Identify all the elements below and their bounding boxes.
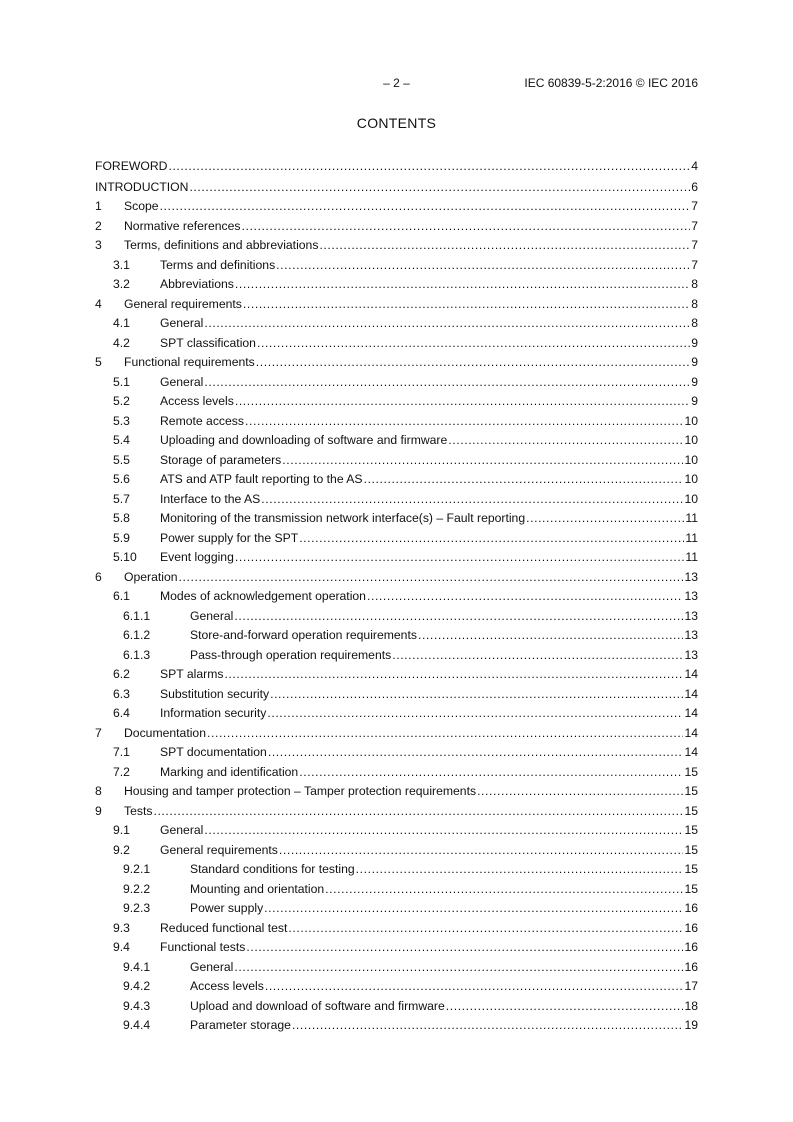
toc-dot-leader bbox=[264, 899, 683, 919]
page-number: – 2 – bbox=[383, 76, 410, 90]
toc-dot-leader bbox=[235, 548, 684, 568]
toc-dot-leader bbox=[234, 958, 683, 978]
toc-entry-number: 3.2 bbox=[113, 277, 130, 291]
toc-entry-page: 11 bbox=[685, 550, 698, 564]
toc-entry-number: 2 bbox=[95, 218, 102, 233]
toc-entry-page: 15 bbox=[684, 764, 698, 779]
toc-entry-number: 5.3 bbox=[113, 413, 130, 428]
toc-dot-leader bbox=[204, 821, 683, 841]
toc-dot-leader bbox=[235, 392, 690, 412]
toc-dot-leader bbox=[288, 919, 683, 939]
toc-entry-page: 11 bbox=[685, 511, 698, 525]
toc-entry-number: 5.2 bbox=[113, 394, 130, 408]
toc-dot-leader bbox=[446, 997, 684, 1017]
toc-entry-page: 8 bbox=[691, 277, 698, 291]
toc-entry-page: 15 bbox=[684, 823, 698, 837]
toc-dot-leader bbox=[367, 587, 683, 607]
toc-entry-title: Substitution security bbox=[160, 686, 270, 701]
toc-dot-leader bbox=[477, 782, 683, 802]
toc-entry-number: 5.7 bbox=[113, 491, 130, 506]
toc-entry-title: SPT classification bbox=[160, 335, 256, 350]
toc-dot-leader bbox=[418, 626, 683, 646]
toc-dot-leader bbox=[526, 509, 684, 529]
toc-dot-leader bbox=[256, 353, 690, 373]
toc-entry-title: Reduced functional test bbox=[160, 920, 288, 935]
toc-entry[interactable] bbox=[95, 938, 698, 958]
toc-dot-leader bbox=[261, 490, 683, 510]
toc-entry-page: 15 bbox=[684, 803, 698, 818]
toc-entry-title: Uploading and downloading of software and firmware bbox=[160, 433, 448, 447]
toc-dot-leader bbox=[282, 451, 683, 471]
toc-entry-title: Event logging bbox=[160, 550, 234, 564]
toc-entry-number: 8 bbox=[95, 784, 102, 798]
toc-entry-title: General bbox=[160, 374, 204, 389]
toc-entry-title: Housing and tamper protection – Tamper protection requirements bbox=[124, 784, 477, 798]
toc-dot-leader bbox=[153, 802, 683, 822]
toc-dot-leader bbox=[299, 763, 683, 783]
toc-entry-title: General bbox=[190, 608, 234, 623]
toc-entry[interactable] bbox=[95, 977, 698, 997]
toc-dot-leader bbox=[207, 724, 683, 744]
toc-entry-page: 10 bbox=[684, 452, 698, 467]
toc-entry-number: 9.2 bbox=[113, 842, 130, 857]
toc-entry[interactable] bbox=[95, 256, 698, 276]
toc-entry-number: 9.2.2 bbox=[123, 881, 151, 896]
toc-entry[interactable] bbox=[95, 529, 698, 549]
toc-entry-title: Access levels bbox=[160, 394, 234, 408]
toc-entry[interactable] bbox=[95, 568, 698, 588]
toc-entry-title: Information security bbox=[160, 706, 267, 720]
toc-entry-page: 6 bbox=[691, 179, 698, 194]
toc-entry-title: Scope bbox=[124, 199, 159, 213]
toc-entry-number: 4.1 bbox=[113, 316, 130, 330]
toc-entry-number: 7 bbox=[95, 725, 102, 740]
toc-entry[interactable] bbox=[95, 156, 698, 177]
toc-entry-number: 7.1 bbox=[113, 745, 130, 759]
toc-entry[interactable] bbox=[95, 743, 698, 763]
toc-entry-number: 9.4.1 bbox=[123, 959, 151, 974]
toc-entry-page: 9 bbox=[691, 335, 698, 350]
toc-entry[interactable] bbox=[95, 626, 698, 646]
toc-entry[interactable] bbox=[95, 177, 698, 198]
toc-entry-page: 7 bbox=[691, 199, 698, 213]
toc-dot-leader bbox=[268, 743, 684, 763]
toc-dot-leader bbox=[224, 665, 683, 685]
toc-entry[interactable] bbox=[95, 665, 698, 685]
toc-entry-title: General bbox=[160, 316, 204, 330]
toc-entry[interactable] bbox=[95, 782, 698, 802]
toc-entry[interactable] bbox=[95, 919, 698, 939]
toc-entry[interactable] bbox=[95, 451, 698, 471]
toc-entry-page: 16 bbox=[684, 920, 698, 935]
toc-entry-number: 5.8 bbox=[113, 511, 130, 525]
toc-entry-title: General requirements bbox=[160, 842, 278, 857]
toc-entry-title: Standard conditions for testing bbox=[190, 862, 355, 876]
toc-entry-title: Functional tests bbox=[160, 940, 246, 954]
toc-entry-page: 7 bbox=[691, 238, 698, 252]
toc-entry-title: SPT documentation bbox=[160, 745, 267, 759]
toc-entry-title: Store-and-forward operation requirements bbox=[190, 628, 417, 642]
toc-entry[interactable] bbox=[95, 763, 698, 783]
toc-dot-leader bbox=[267, 704, 683, 724]
toc-dot-leader bbox=[189, 177, 690, 198]
toc-entry-number: 9.3 bbox=[113, 920, 130, 935]
toc-entry[interactable] bbox=[95, 314, 698, 334]
toc-entry[interactable] bbox=[95, 373, 698, 393]
toc-entry[interactable] bbox=[95, 197, 698, 217]
toc-entry-number: 9.1 bbox=[113, 823, 130, 837]
toc-entry-title: Marking and identification bbox=[160, 764, 299, 779]
toc-dot-leader bbox=[246, 938, 683, 958]
toc-entry-title: Functional requirements bbox=[124, 355, 255, 369]
toc-entry-title: ATS and ATP fault reporting to the AS bbox=[160, 472, 363, 486]
toc-entry[interactable] bbox=[95, 958, 698, 978]
toc-entry[interactable] bbox=[95, 353, 698, 373]
toc-entry[interactable] bbox=[95, 217, 698, 237]
toc-entry-title: Documentation bbox=[124, 725, 206, 740]
toc-entry-number: 9 bbox=[95, 803, 102, 818]
toc-dot-leader bbox=[234, 607, 683, 627]
toc-entry-page: 10 bbox=[684, 472, 698, 486]
toc-entry[interactable] bbox=[95, 587, 698, 607]
toc-entry-page: 13 bbox=[684, 647, 698, 662]
toc-entry-number: 3.1 bbox=[113, 257, 130, 272]
toc-entry-number: 5.4 bbox=[113, 433, 130, 447]
toc-dot-leader bbox=[265, 977, 684, 997]
toc-entry-number: 9.2.1 bbox=[123, 862, 151, 876]
toc-entry-page: 14 bbox=[684, 686, 698, 701]
toc-entry-title: Power supply for the SPT bbox=[160, 530, 299, 545]
toc-entry-title: Storage of parameters bbox=[160, 452, 282, 467]
toc-entry-title: Tests bbox=[124, 803, 153, 818]
toc-entry-page: 14 bbox=[684, 725, 698, 740]
toc-entry[interactable] bbox=[95, 470, 698, 490]
page-header bbox=[95, 76, 698, 92]
toc-entry-title: General requirements bbox=[124, 296, 242, 311]
toc-dot-leader bbox=[235, 275, 690, 295]
toc-entry-page: 7 bbox=[691, 218, 698, 233]
toc-entry-number: 4 bbox=[95, 296, 102, 311]
toc-entry-page: 13 bbox=[684, 569, 698, 584]
toc-entry[interactable] bbox=[95, 860, 698, 880]
toc-entry-page: 10 bbox=[684, 491, 698, 506]
toc-entry[interactable] bbox=[95, 607, 698, 627]
toc-entry-number: 1 bbox=[95, 199, 102, 213]
toc-entry[interactable] bbox=[95, 646, 698, 666]
toc-entry-page: 14 bbox=[684, 667, 698, 681]
toc-dot-leader bbox=[257, 334, 690, 354]
toc-entry-number: 6.1.2 bbox=[123, 628, 151, 642]
toc-dot-leader bbox=[168, 156, 690, 177]
toc-entry-page: 18 bbox=[684, 998, 698, 1013]
toc-entry[interactable] bbox=[95, 997, 698, 1017]
toc-entry-number: 9.4.3 bbox=[123, 998, 151, 1013]
toc-entry[interactable] bbox=[95, 295, 698, 315]
toc-entry-title: Operation bbox=[124, 569, 178, 584]
toc-entry[interactable] bbox=[95, 392, 698, 412]
toc-entry-title: Monitoring of the transmission network interface(s) – Fault reporting bbox=[160, 511, 526, 525]
toc-dot-leader bbox=[299, 529, 684, 549]
toc-entry-page: 19 bbox=[684, 1018, 698, 1032]
toc-entry[interactable] bbox=[95, 412, 698, 432]
toc-entry-number: 3 bbox=[95, 238, 102, 252]
table-of-contents bbox=[95, 156, 698, 1036]
standard-reference: IEC 60839-5-2:2016 © IEC 2016 bbox=[524, 76, 698, 90]
toc-entry[interactable] bbox=[95, 490, 698, 510]
toc-entry-title: Terms, definitions and abbreviations bbox=[124, 238, 319, 252]
toc-entry-number: 9.4.2 bbox=[123, 979, 151, 993]
toc-entry-number: 5 bbox=[95, 355, 102, 369]
toc-entry-page: 15 bbox=[684, 881, 698, 896]
toc-dot-leader bbox=[204, 314, 690, 334]
toc-entry-number: 9.4.4 bbox=[123, 1018, 151, 1032]
toc-dot-leader bbox=[242, 217, 691, 237]
toc-entry[interactable] bbox=[95, 880, 698, 900]
toc-entry[interactable] bbox=[95, 1016, 698, 1036]
toc-entry-page: 13 bbox=[684, 589, 698, 603]
toc-entry-number: 6.1.1 bbox=[123, 608, 151, 623]
toc-entry-title: Pass-through operation requirements bbox=[190, 647, 392, 662]
toc-entry-page: 15 bbox=[684, 862, 698, 876]
toc-entry-title: Modes of acknowledgement operation bbox=[160, 589, 366, 603]
toc-entry[interactable] bbox=[95, 899, 698, 919]
toc-entry[interactable] bbox=[95, 802, 698, 822]
toc-entry-page: 16 bbox=[684, 901, 698, 915]
toc-entry[interactable] bbox=[95, 685, 698, 705]
toc-dot-leader bbox=[448, 431, 683, 451]
toc-entry-number: 5.6 bbox=[113, 472, 130, 486]
toc-entry-page: 8 bbox=[691, 316, 698, 330]
toc-entry[interactable] bbox=[95, 821, 698, 841]
toc-dot-leader bbox=[319, 236, 690, 256]
toc-entry-number: 5.5 bbox=[113, 452, 130, 467]
toc-entry-number: 5.9 bbox=[113, 530, 130, 545]
toc-entry-title: Upload and download of software and firmware bbox=[190, 998, 445, 1013]
toc-entry-page: 10 bbox=[684, 413, 698, 428]
toc-dot-leader bbox=[392, 646, 683, 666]
toc-entry-page: 14 bbox=[684, 745, 698, 759]
toc-entry-number: 4.2 bbox=[113, 335, 130, 350]
toc-entry-number: 7.2 bbox=[113, 764, 130, 779]
toc-dot-leader bbox=[270, 685, 683, 705]
toc-dot-leader bbox=[204, 373, 690, 393]
toc-entry-page: 15 bbox=[684, 842, 698, 857]
toc-entry[interactable] bbox=[95, 548, 698, 568]
toc-dot-leader bbox=[160, 197, 691, 217]
toc-dot-leader bbox=[364, 470, 684, 490]
toc-entry[interactable] bbox=[95, 431, 698, 451]
toc-entry-title: General bbox=[190, 959, 234, 974]
toc-entry-page: 16 bbox=[684, 959, 698, 974]
toc-dot-leader bbox=[179, 568, 684, 588]
toc-dot-leader bbox=[276, 256, 690, 276]
toc-entry-page: 10 bbox=[684, 433, 698, 447]
toc-entry-title: INTRODUCTION bbox=[95, 179, 189, 194]
toc-entry[interactable] bbox=[95, 841, 698, 861]
toc-entry-page: 13 bbox=[684, 628, 698, 642]
toc-entry-title: Power supply bbox=[190, 901, 264, 915]
toc-entry-title: General bbox=[160, 823, 204, 837]
toc-entry-page: 8 bbox=[691, 296, 698, 311]
toc-entry-page: 17 bbox=[684, 979, 698, 993]
toc-dot-leader bbox=[292, 1016, 684, 1036]
toc-entry-number: 5.10 bbox=[113, 550, 137, 564]
toc-entry[interactable] bbox=[95, 275, 698, 295]
toc-entry-page: 9 bbox=[691, 355, 698, 369]
toc-entry-page: 4 bbox=[691, 159, 698, 173]
toc-entry-page: 11 bbox=[685, 530, 698, 545]
page-title: CONTENTS bbox=[356, 115, 437, 131]
toc-entry-title: Mounting and orientation bbox=[190, 881, 325, 896]
toc-entry-title: Parameter storage bbox=[190, 1018, 291, 1032]
toc-entry-title: Access levels bbox=[190, 979, 264, 993]
toc-dot-leader bbox=[325, 880, 683, 900]
toc-entry-title: Terms and definitions bbox=[160, 257, 276, 272]
toc-entry-number: 5.1 bbox=[113, 374, 130, 389]
toc-entry-page: 15 bbox=[684, 784, 698, 798]
toc-entry-title: Interface to the AS bbox=[160, 491, 261, 506]
toc-entry-number: 6.1 bbox=[113, 589, 130, 603]
toc-entry-number: 6.4 bbox=[113, 706, 130, 720]
toc-dot-leader bbox=[356, 860, 684, 880]
toc-entry-number: 6.3 bbox=[113, 686, 130, 701]
toc-entry-page: 9 bbox=[691, 374, 698, 389]
toc-entry[interactable] bbox=[95, 724, 698, 744]
toc-entry[interactable] bbox=[95, 509, 698, 529]
toc-entry-title: FOREWORD bbox=[95, 159, 168, 173]
toc-entry-number: 6.1.3 bbox=[123, 647, 151, 662]
toc-entry-title: Remote access bbox=[160, 413, 244, 428]
toc-entry-page: 14 bbox=[684, 706, 698, 720]
toc-entry-title: Abbreviations bbox=[160, 277, 234, 291]
toc-entry-number: 6 bbox=[95, 569, 102, 584]
toc-dot-leader bbox=[245, 412, 683, 432]
toc-entry[interactable] bbox=[95, 704, 698, 724]
toc-dot-leader bbox=[243, 295, 690, 315]
toc-entry-title: SPT alarms bbox=[160, 667, 224, 681]
toc-entry-page: 9 bbox=[691, 394, 698, 408]
toc-entry-number: 9.2.3 bbox=[123, 901, 151, 915]
toc-entry-number: 6.2 bbox=[113, 667, 130, 681]
toc-entry[interactable] bbox=[95, 334, 698, 354]
toc-entry-page: 16 bbox=[684, 940, 698, 954]
toc-entry[interactable] bbox=[95, 236, 698, 256]
toc-entry-page: 13 bbox=[684, 608, 698, 623]
toc-entry-page: 7 bbox=[691, 257, 698, 272]
toc-entry-title: Normative references bbox=[124, 218, 241, 233]
toc-entry-number: 9.4 bbox=[113, 940, 130, 954]
toc-dot-leader bbox=[279, 841, 684, 861]
